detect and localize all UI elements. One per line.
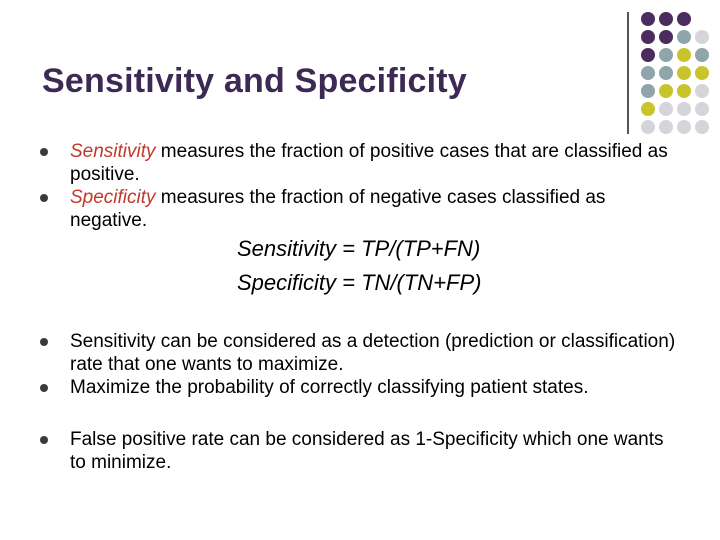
decorative-dot <box>641 66 655 80</box>
false-positive-bullets <box>40 428 680 474</box>
bullet-maximize-probability <box>40 376 680 399</box>
bullet-detection-rate <box>40 330 680 376</box>
bullet-false-positive-rate <box>40 428 680 474</box>
decorative-dot <box>659 102 673 116</box>
bullet-dot-icon <box>40 194 48 202</box>
decorative-dot <box>677 84 691 98</box>
decorative-dot <box>659 48 673 62</box>
decorative-dot <box>677 12 691 26</box>
term-sensitivity: Sensitivity <box>70 141 156 162</box>
bullet-dot-icon <box>40 436 48 444</box>
decorative-divider-line <box>627 12 629 134</box>
definition-text: measures the fraction of negative cases classified as negative. <box>70 187 606 231</box>
bullet-text: Maximize the probability of correctly classifying patient states. <box>70 377 589 398</box>
decorative-dot <box>641 84 655 98</box>
bullet-dot-icon <box>40 338 48 346</box>
decorative-dot <box>641 30 655 44</box>
decorative-dot <box>641 12 655 26</box>
decorative-dot <box>641 120 655 134</box>
bullet-sensitivity-definition <box>40 140 680 186</box>
decorative-dot <box>695 120 709 134</box>
decorative-dot <box>695 102 709 116</box>
decorative-dot <box>695 48 709 62</box>
decorative-dot <box>659 84 673 98</box>
decorative-dot <box>695 30 709 44</box>
decorative-dot <box>641 48 655 62</box>
bullet-text: False positive rate can be considered as 1-Specificity which one wants to minimize. <box>70 429 664 473</box>
decorative-dot <box>659 30 673 44</box>
decorative-dot <box>677 30 691 44</box>
decorative-dot <box>641 102 655 116</box>
bullet-text: Sensitivity can be considered as a detection (prediction or classification) rate that one wants to maximize. <box>70 331 676 375</box>
definition-bullets <box>40 140 680 232</box>
decorative-dot <box>659 120 673 134</box>
decorative-dot <box>677 102 691 116</box>
interpretation-bullets <box>40 330 680 399</box>
decorative-dot <box>695 66 709 80</box>
decorative-dot <box>695 84 709 98</box>
bullet-specificity-definition <box>40 186 680 232</box>
term-specificity: Specificity <box>70 187 156 208</box>
decorative-dot <box>677 120 691 134</box>
slide-title: Sensitivity and Specificity <box>42 62 467 100</box>
decorative-dot <box>677 66 691 80</box>
definition-text: measures the fraction of positive cases that are classified as positive. <box>70 141 668 185</box>
decorative-dot <box>659 66 673 80</box>
bullet-dot-icon <box>40 384 48 392</box>
decorative-dot <box>677 48 691 62</box>
decorative-dot <box>659 12 673 26</box>
formula-specificity: Specificity = TN/(TN+FP) <box>237 270 482 295</box>
formula-sensitivity: Sensitivity = TP/(TP+FN) <box>237 236 481 261</box>
bullet-dot-icon <box>40 148 48 156</box>
